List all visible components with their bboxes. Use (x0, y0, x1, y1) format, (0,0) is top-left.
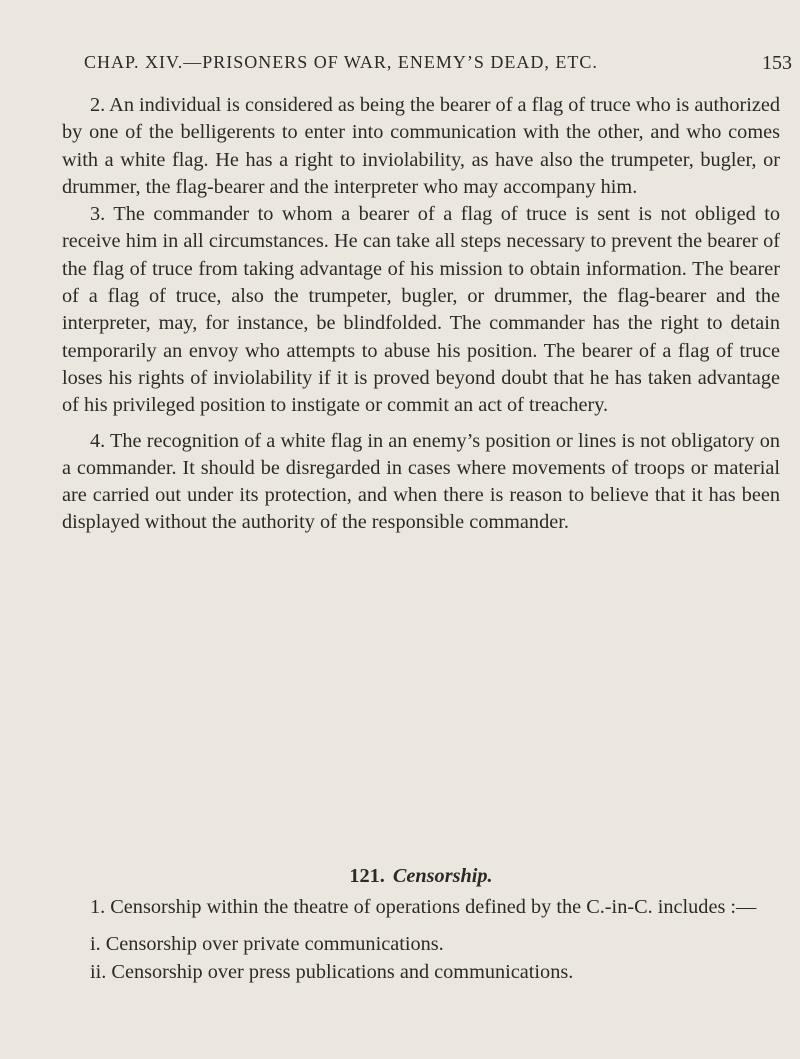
censorship-text (62, 894, 780, 986)
paragraph-4: 4. The recognition of a white flag in an enemy’s position or lines is not obligatory on a commander. It should be disregarded in cases where movements of troops or material are carried out under its protection, and when there is reason to believe that it has been displayed without the authority of the responsible commander. (62, 429, 780, 534)
section-number: 121. (349, 864, 385, 887)
chapter-running-title: CHAP. XIV.—PRISONERS OF WAR, ENEMY’S DEAD, ETC. (84, 52, 598, 72)
censorship-item-i: i. Censorship over private communications. (90, 933, 444, 956)
page-number: 153 (762, 52, 792, 74)
censorship-paragraph-1: 1. Censorship within the theatre of operations defined by the C.-in-C. includes :— (90, 896, 757, 918)
paragraph-2: 2. An individual is considered as being the bearer of a flag of truce who is authorized by one of the belligerents to enter into communication with the other, and who comes with a white flag. He has a right to inviolability, as have also the trumpeter, bugler, or drummer, the flag-bearer and the interpreter who may accompany him. (62, 94, 780, 198)
censorship-item-ii: ii. Censorship over press publications and communications. (90, 960, 574, 983)
running-header (84, 52, 792, 78)
paragraph-3: 3. The commander to whom a bearer of a flag of truce is sent is not obliged to receive him in all circumstances. He can take all steps necessary to prevent the bearer of the flag of truce from taking advantage of his mission to obtain information. The bearer of a flag of truce, also the trumpeter, bugler, or drummer, the flag-bearer and the interpreter, may, for instance, be blindfolded. The commander has the right to detain temporarily an envoy who attempts to abuse his position. The bearer of a flag of truce loses his rights of inviolability if it is proved beyond doubt that he has taken advantage of his privileged position to instigate or commit an act of treachery. (62, 203, 780, 417)
section-heading (62, 863, 780, 890)
section-title: Censorship. (392, 864, 493, 887)
article-text (62, 92, 780, 537)
